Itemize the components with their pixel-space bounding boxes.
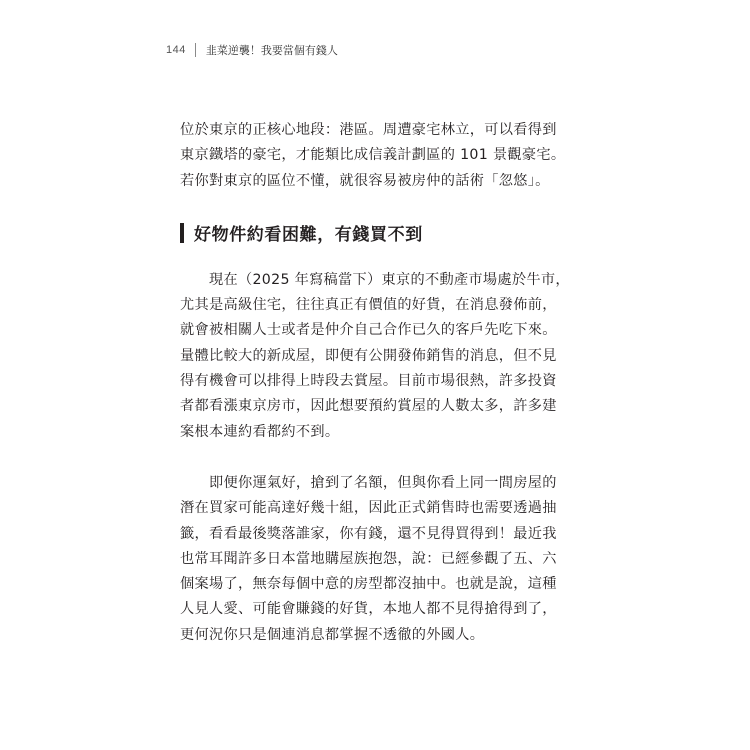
paragraph-line: 籤，看看最後獎落誰家，你有錢，還不見得買得到！最近我 xyxy=(180,525,557,542)
section-heading xyxy=(180,220,575,246)
paragraph-line: 也常耳聞許多日本當地購屋族抱怨，說：已經參觀了五、六 xyxy=(180,550,557,567)
paragraph-line: 者都看漲東京房市，因此想要預約賞屋的人數太多，許多建 xyxy=(180,398,557,415)
paragraph-line: 潛在買家可能高達好幾十組，因此正式銷售時也需要透過抽 xyxy=(180,500,557,517)
section-heading-text: 好物件約看困難，有錢買不到 xyxy=(194,225,423,246)
paragraph-line: 東京鐵塔的豪宅，才能類比成信義計劃區的 101 景觀豪宅。 xyxy=(180,147,566,164)
paragraph-line: 尤其是高級住宅，往往真正有價值的好貨，在消息發佈前， xyxy=(180,297,557,314)
intro-paragraph xyxy=(180,118,575,194)
paragraph-line: 更何況你只是個連消息都掌握不透徹的外國人。 xyxy=(180,626,485,643)
heading-bar-marker xyxy=(180,223,184,243)
paragraph-spacer xyxy=(180,445,575,471)
header-divider xyxy=(195,43,196,57)
paragraph-line: 若你對東京的區位不懂，就很容易被房仲的話術「忽悠」。 xyxy=(180,172,550,189)
body-paragraph xyxy=(180,471,575,648)
paragraph-line: 量體比較大的新成屋，即便有公開發佈銷售的消息，但不見 xyxy=(180,347,557,364)
paragraph-line: 現在（2025 年寫稿當下）東京的不動產市場處於牛市， xyxy=(209,271,570,288)
paragraph-line: 就會被相關人士或者是仲介自己合作已久的客戶先吃下來。 xyxy=(180,322,557,339)
body-paragraph xyxy=(180,268,575,445)
paragraph-line: 人見人愛、可能會賺錢的好貨，本地人都不見得搶得到了， xyxy=(180,601,557,618)
paragraph-line: 即便你運氣好，搶到了名額，但與你看上同一間房屋的 xyxy=(209,474,557,491)
book-title: 韭菜逆襲！我要當個有錢人 xyxy=(205,44,338,57)
paragraph-line: 得有機會可以排得上時段去賞屋。目前市場很熱，許多投資 xyxy=(180,373,557,390)
page-body xyxy=(180,118,575,648)
running-header xyxy=(166,40,338,60)
page-number: 144 xyxy=(166,44,186,56)
paragraph-line: 位於東京的正核心地段：港區。周遭豪宅林立，可以看得到 xyxy=(180,122,557,138)
paragraph-line: 案根本連約看都約不到。 xyxy=(180,423,340,440)
paragraph-line: 個案場了，無奈每個中意的房型都沒抽中。也就是說，這種 xyxy=(180,576,557,593)
